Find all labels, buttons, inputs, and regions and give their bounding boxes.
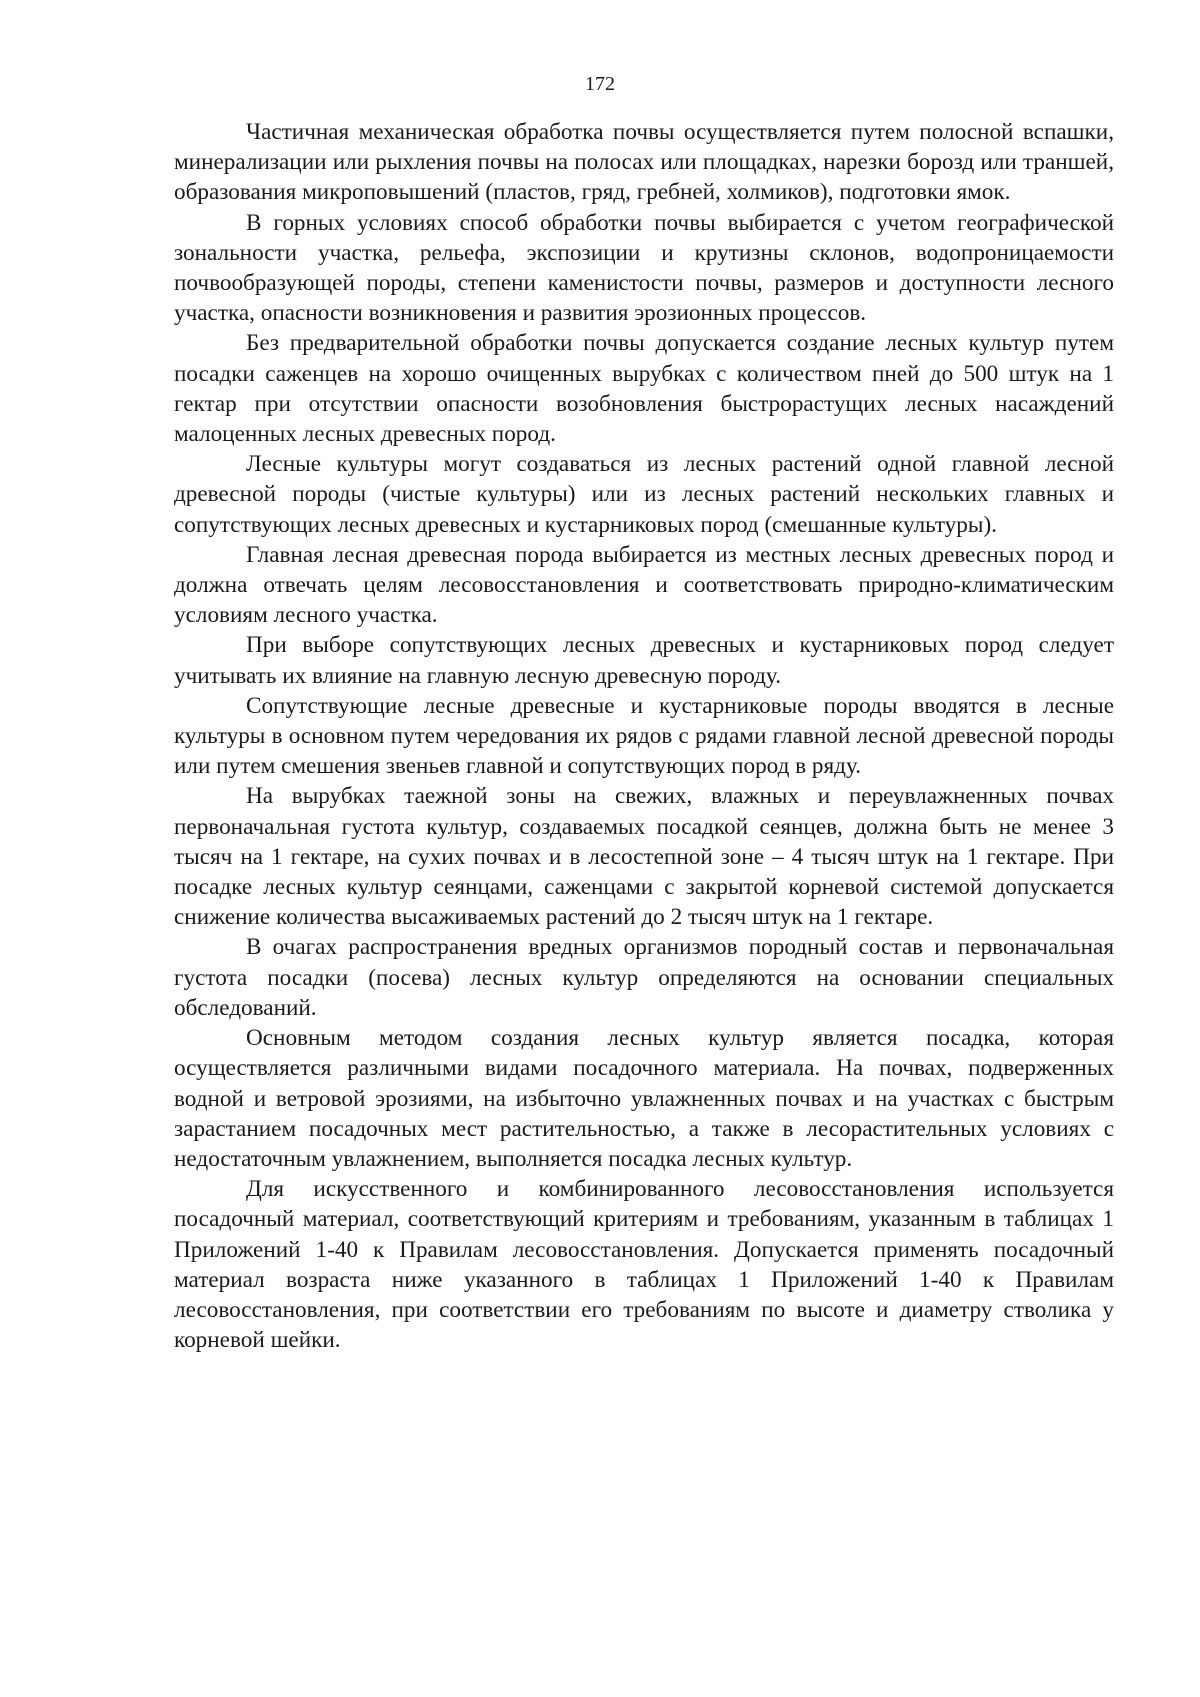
paragraph: Без предварительной обработки почвы допускается создание лесных культур путем посадки саженцев на хорошо очищенных вырубках с количеством пней до 500 штук на 1 гектар при отсутствии опасности возобновления быстрорастущих лесных насаждений малоценных лесных древесных пород. bbox=[174, 330, 1114, 448]
paragraph: В очагах распространения вредных организмов породный состав и первоначальная густота посадки (посева) лесных культур определяются на основании специальных обследований. bbox=[174, 934, 1114, 1021]
page-number: 172 bbox=[585, 73, 615, 95]
paragraph: Частичная механическая обработка почвы осуществляется путем полосной вспашки, минерализации или рыхления почвы на полосах или площадках, нарезки борозд или траншей, образования микроповышений (пластов, гряд, гребней, холмиков), подготовки ямок. bbox=[174, 119, 1114, 206]
paragraph: Сопутствующие лесные древесные и кустарниковые породы вводятся в лесные культуры в основном путем чередования их рядов с рядами главной лесной древесной породы или путем смешения звеньев главной и сопутствующих пород в ряду. bbox=[174, 692, 1114, 780]
paragraph: Для искусственного и комбинированного лесовосстановления используется посадочный материал, соответствующий критериям и требованиям, указанным в таблицах 1 Приложений 1-40 к Правилам лесовосстановления. Допускается применять посадочный материал возраста ниже указанного в таблицах 1 Приложений 1-40 к Правилам лесовосстановления, при соответствии его требованиям по высоте и диаметру стволика у корневой шейки. bbox=[174, 1176, 1114, 1354]
body-text bbox=[174, 117, 1114, 1355]
paragraph: Лесные культуры могут создаваться из лесных растений одной главной лесной древесной породы (чистые культуры) или из лесных растений нескольких главных и сопутствующих лесных древесных и кустарниковых пород (смешанные культуры). bbox=[174, 451, 1114, 538]
paragraph: При выборе сопутствующих лесных древесных и кустарниковых пород следует учитывать их влияние на главную лесную древесную породу. bbox=[174, 632, 1114, 689]
paragraph: Главная лесная древесная порода выбирается из местных лесных древесных пород и должна отвечать целям лесовосстановления и соответствовать природно-климатическим условиям лесного участка. bbox=[174, 541, 1114, 629]
paragraph: В горных условиях способ обработки почвы выбирается с учетом географической зональности участка, рельефа, экспозиции и крутизны склонов, водопроницаемости почвообразующей породы, степени каменистости почвы, размеров и доступности лесного участка, опасности возникновения и развития эрозионных процессов. bbox=[174, 209, 1114, 327]
paragraph: Основным методом создания лесных культур является посадка, которая осуществляется различными видами посадочного материала. На почвах, подверженных водной и ветровой эрозиями, на избыточно увлажненных почвах и на участках с быстрым зарастанием посадочных мест растительностью, а также в лесорастительных условиях с недостаточным увлажнением, выполняется посадка лесных культур. bbox=[174, 1025, 1114, 1172]
paragraph: На вырубках таежной зоны на свежих, влажных и переувлажненных почвах первоначальная густота культур, создаваемых посадкой сеянцев, должна быть не менее 3 тысяч на 1 гектаре, на сухих почвах и в лесостепной зоне – 4 тысяч штук на 1 гектаре. При посадке лесных культур сеянцами, саженцами с закрытой корневой системой допускается снижение количества высаживаемых растений до 2 тысяч штук на 1 гектаре. bbox=[174, 783, 1114, 931]
